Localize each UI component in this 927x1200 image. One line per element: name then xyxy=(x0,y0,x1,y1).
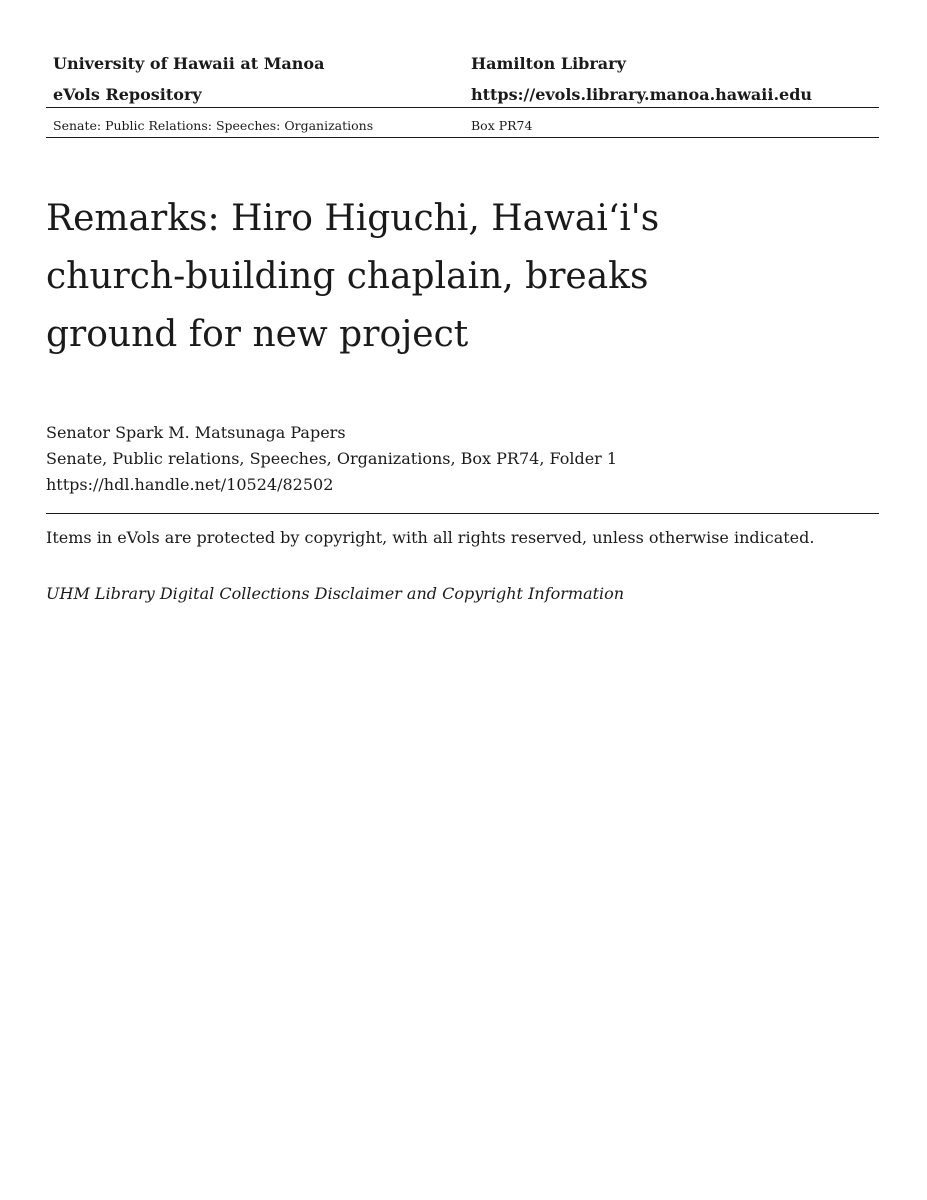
disclaimer-link[interactable]: UHM Library Digital Collections Disclaimer and Copyright Information xyxy=(46,584,625,603)
library-name: Hamilton Library xyxy=(471,54,626,73)
repository-name: eVols Repository xyxy=(53,85,202,104)
document-title xyxy=(46,190,746,364)
header-divider-top xyxy=(46,107,879,108)
title-line-2: church-building chaplain, breaks xyxy=(46,256,649,297)
repository-url[interactable]: https://evols.library.manoa.hawaii.edu xyxy=(471,85,813,104)
header-divider-bottom xyxy=(46,137,879,138)
metadata-divider xyxy=(46,513,879,514)
handle-link[interactable]: https://hdl.handle.net/10524/82502 xyxy=(46,475,334,494)
box-label: Box PR74 xyxy=(471,118,533,133)
institution-name: University of Hawaii at Manoa xyxy=(53,54,325,73)
collection-name: Senator Spark M. Matsunaga Papers xyxy=(46,423,346,442)
collection-path: Senate: Public Relations: Speeches: Organizations xyxy=(53,118,374,133)
rights-statement: Items in eVols are protected by copyright, with all rights reserved, unless otherwise indicated. xyxy=(46,528,815,547)
document-metadata xyxy=(46,420,617,498)
header-row-1 xyxy=(46,54,879,84)
folder-location: Senate, Public relations, Speeches, Organizations, Box PR74, Folder 1 xyxy=(46,449,618,468)
title-line-1: Remarks: Hiro Higuchi, Hawai‘i's xyxy=(46,198,660,239)
header-row-2 xyxy=(46,85,879,115)
title-line-3: ground for new project xyxy=(46,314,469,355)
